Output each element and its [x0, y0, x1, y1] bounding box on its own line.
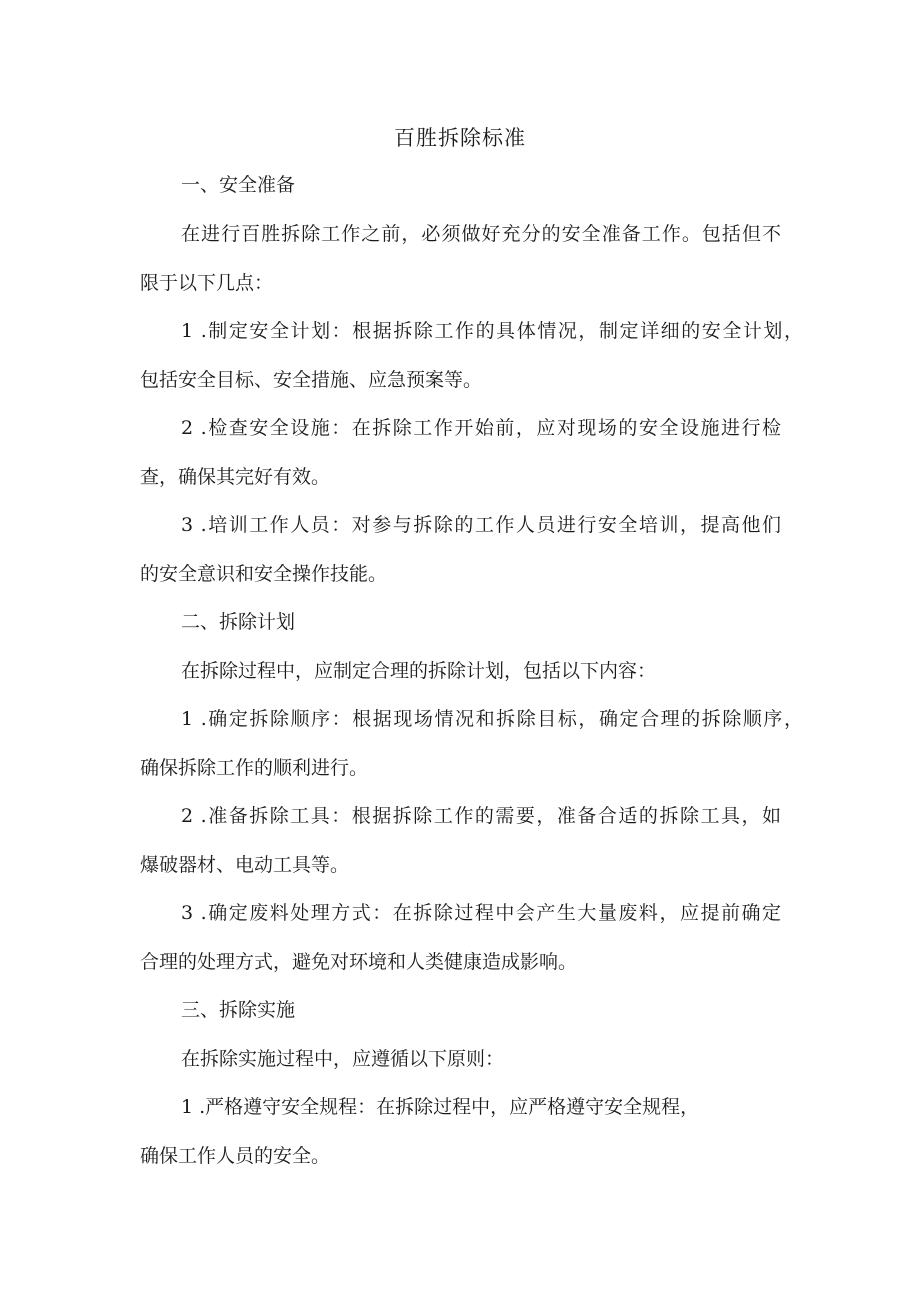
- paragraph-line: 在拆除实施过程中，应遵循以下原则：: [181, 1048, 505, 1070]
- document-title: 百胜拆除标准: [394, 126, 526, 150]
- section-heading-plan: 二、拆除计划: [181, 611, 296, 633]
- list-item-line: 2 .准备拆除工具：根据拆除工作的需要，准备合适的拆除工具，如: [181, 805, 781, 827]
- paragraph-line: 在拆除过程中，应制定合理的拆除计划，包括以下内容：: [181, 660, 657, 682]
- paragraph-line: 限于以下几点：: [140, 272, 274, 294]
- list-item-line: 确保拆除工作的顺利进行。: [140, 757, 369, 779]
- paragraph-line: 在进行百胜拆除工作之前，必须做好充分的安全准备工作。包括但不: [181, 223, 781, 245]
- list-item-line: 1 .确定拆除顺序：根据现场情况和拆除目标，确定合理的拆除顺序，: [181, 708, 803, 730]
- list-item-line: 合理的处理方式，避免对环境和人类健康造成影响。: [140, 951, 578, 973]
- list-item-line: 3 .确定废料处理方式：在拆除过程中会产生大量废料，应提前确定: [181, 902, 781, 924]
- list-item-line: 的安全意识和安全操作技能。: [140, 563, 388, 585]
- list-item-line: 包括安全目标、安全措施、应急预案等。: [140, 369, 483, 391]
- list-item-line: 确保工作人员的安全。: [140, 1145, 331, 1167]
- section-heading-implementation: 三、拆除实施: [181, 999, 296, 1021]
- list-item-line: 1 .制定安全计划：根据拆除工作的具体情况，制定详细的安全计划，: [181, 320, 803, 342]
- list-item-line: 爆破器材、电动工具等。: [140, 854, 350, 876]
- list-item-line: 1 .严格遵守安全规程：在拆除过程中，应严格遵守安全规程，: [181, 1096, 700, 1118]
- list-item-line: 2 .检查安全设施：在拆除工作开始前，应对现场的安全设施进行检: [181, 417, 781, 439]
- list-item-line: 3 .培训工作人员：对参与拆除的工作人员进行安全培训，提高他们: [181, 514, 781, 536]
- list-item-line: 查，确保其完好有效。: [140, 466, 331, 488]
- section-heading-safety: 一、安全准备: [181, 174, 296, 196]
